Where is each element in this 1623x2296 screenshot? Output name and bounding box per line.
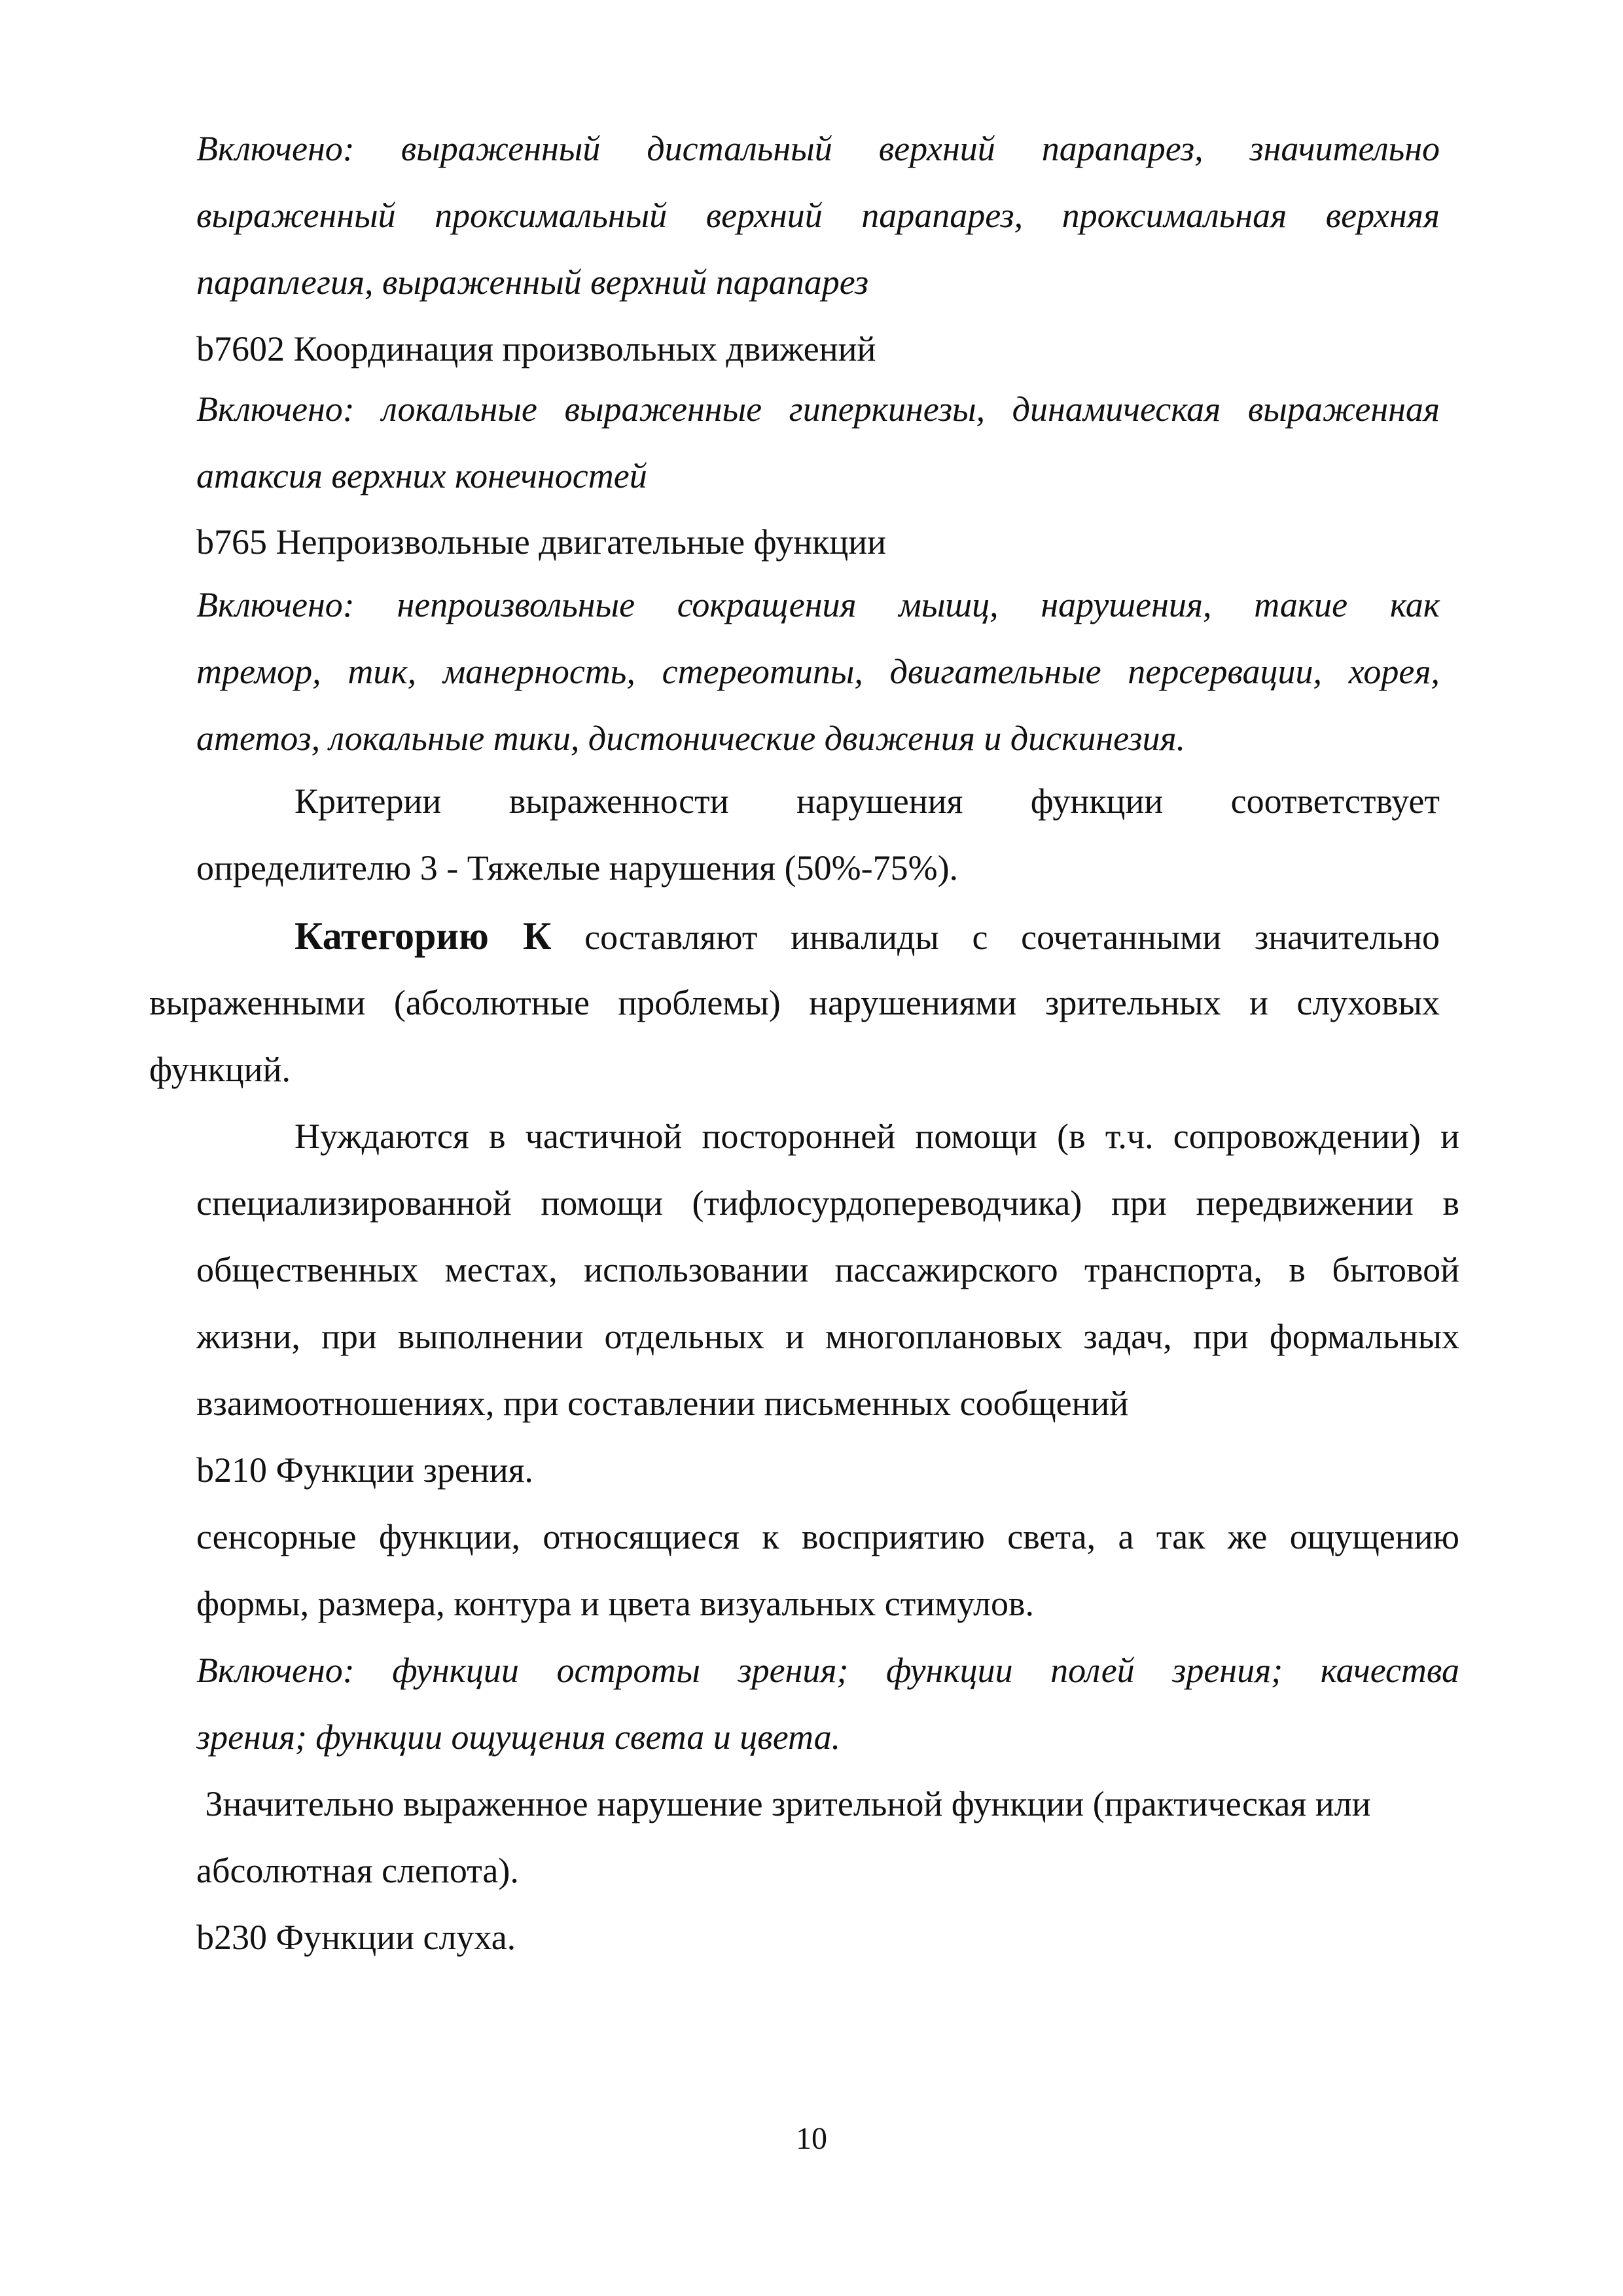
text-line: зрения; функции ощущения света и цвета.	[196, 1717, 841, 1757]
text-line: Нуждаются в частичной посторонней помощи (в т.ч. сопровождении) и	[294, 1117, 1459, 1156]
category-k-title: Категорию К	[294, 914, 552, 958]
text-line: определителю 3 - Тяжелые нарушения (50%-75%).	[196, 848, 959, 888]
code-heading-b7602: b7602 Координация произвольных движений	[196, 329, 876, 368]
text-line: тремор, тик, манерность, стереотипы, двигательные персервации, хорея,	[196, 652, 1440, 691]
text-line: параплегия, выраженный верхний парапарез	[196, 262, 869, 302]
text-line: абсолютная слепота).	[196, 1851, 519, 1890]
text-line: общественных местах, использовании пассажирского транспорта, в бытовой	[196, 1250, 1459, 1289]
category-k-text: составляют инвалиды с сочетанными значительно	[551, 918, 1440, 957]
text-line: специализированной помощи (тифлосурдопереводчика) при передвижении в	[196, 1183, 1459, 1223]
text-line: Включено: выраженный дистальный верхний парапарез, значительно	[196, 129, 1440, 168]
code-heading-b230: b230 Функции слуха.	[196, 1918, 516, 1957]
text-line: формы, размера, контура и цвета визуальных стимулов.	[196, 1584, 1034, 1623]
text-line: выраженными (абсолютные проблемы) нарушениями зрительных и слуховых	[149, 983, 1440, 1022]
text-line: Включено: локальные выраженные гиперкинезы, динамическая выраженная	[196, 389, 1440, 429]
text-line: выраженный проксимальный верхний парапарез, проксимальная верхняя	[196, 196, 1440, 235]
code-heading-b765: b765 Непроизвольные двигательные функции	[196, 522, 887, 562]
code-heading-b210: b210 Функции зрения.	[196, 1450, 533, 1490]
text-line: сенсорные функции, относящиеся к восприятию света, а так же ощущению	[196, 1517, 1459, 1556]
text-line: Значительно выраженное нарушение зрительной функции (практическая или	[196, 1784, 1371, 1823]
page-number: 10	[796, 2121, 827, 2156]
text-line: Критерии выраженности нарушения функции соответствует	[294, 781, 1440, 821]
text-line: Включено: непроизвольные сокращения мышц, нарушения, такие как	[196, 585, 1440, 624]
text-line: атаксия верхних конечностей	[196, 456, 647, 495]
text-line: атетоз, локальные тики, дистонические движения и дискинезия.	[196, 719, 1186, 758]
text-line: функций.	[149, 1050, 291, 1089]
text-line: Включено: функции остроты зрения; функции полей зрения; качества	[196, 1651, 1459, 1690]
text-line	[294, 902, 1440, 970]
text-line: взаимоотношениях, при составлении письменных сообщений	[196, 1384, 1129, 1423]
text-line: жизни, при выполнении отдельных и многоплановых задач, при формальных	[196, 1317, 1459, 1356]
